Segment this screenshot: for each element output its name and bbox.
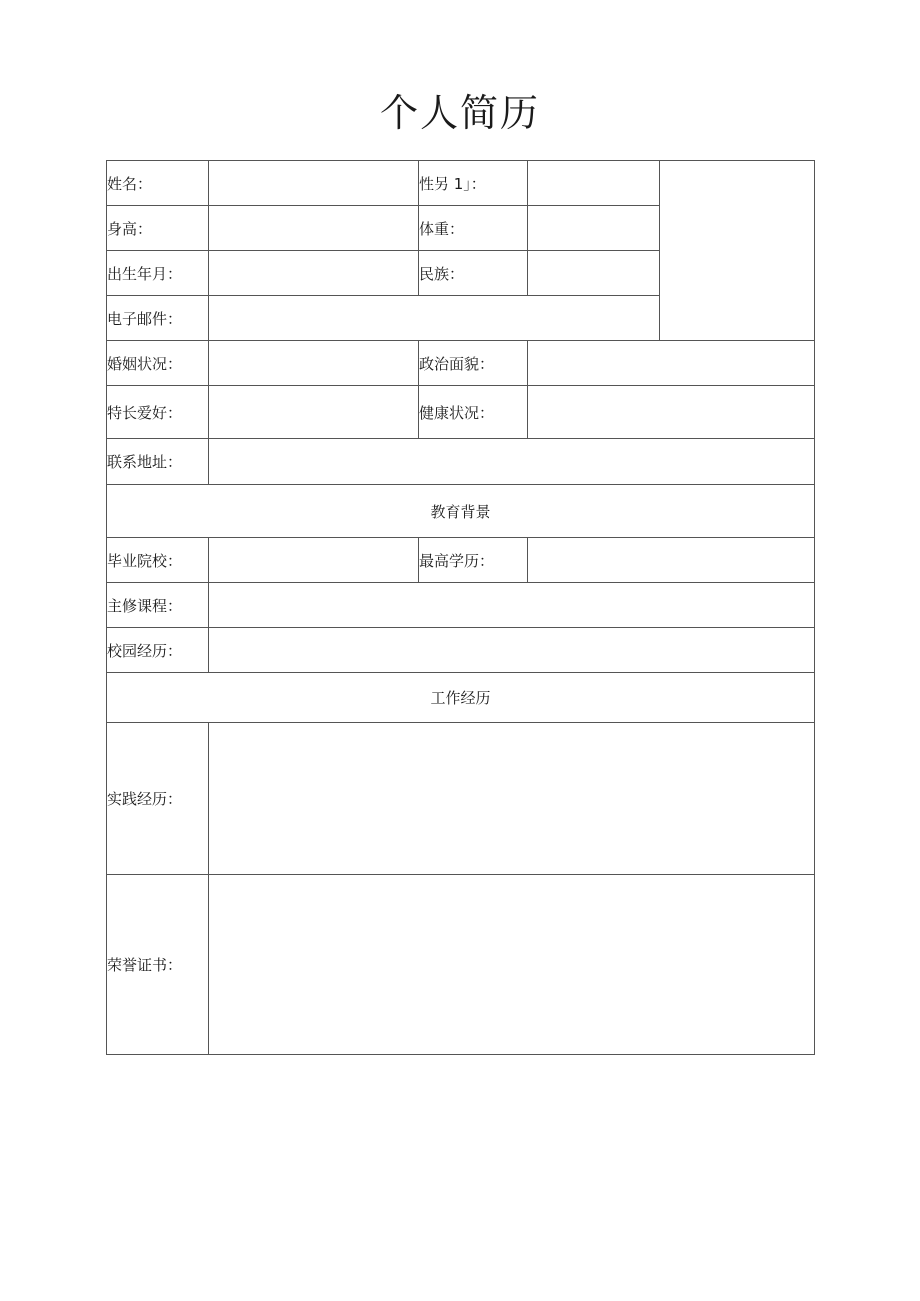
row-honors [107, 875, 815, 1055]
courses-label: 主修课程： [107, 583, 209, 628]
marital-label: 婚姻状况： [107, 341, 209, 386]
resume-table [106, 160, 815, 1055]
height-label: 身高： [107, 206, 209, 251]
hobbies-label: 特长爱好： [107, 386, 209, 439]
practice-field[interactable] [209, 723, 815, 875]
page-title: 个人简历 [379, 91, 540, 135]
courses-field[interactable] [209, 583, 815, 628]
health-field[interactable] [528, 386, 815, 439]
ethnicity-label: 民族： [419, 251, 528, 296]
weight-label: 体重： [419, 206, 528, 251]
height-field[interactable] [209, 206, 419, 251]
email-label: 电子邮件： [107, 296, 209, 341]
birth-field[interactable] [209, 251, 419, 296]
address-field[interactable] [209, 439, 815, 485]
honors-field[interactable] [209, 875, 815, 1055]
campus-label: 校园经历： [107, 628, 209, 673]
gender-field[interactable] [528, 161, 660, 206]
email-field[interactable] [209, 296, 660, 341]
birth-label: 出生年月： [107, 251, 209, 296]
name-label: 姓名： [107, 161, 209, 206]
row-campus [107, 628, 815, 673]
hobbies-field[interactable] [209, 386, 419, 439]
honors-label: 荣誉证书： [107, 875, 209, 1055]
row-work-header [107, 673, 815, 723]
work-section-title: 工作经历 [107, 673, 815, 723]
row-address [107, 439, 815, 485]
weight-field[interactable] [528, 206, 660, 251]
political-label: 政治面貌： [419, 341, 528, 386]
school-label: 毕业院校： [107, 538, 209, 583]
row-education-header [107, 485, 815, 538]
degree-field[interactable] [528, 538, 815, 583]
ethnicity-field[interactable] [528, 251, 660, 296]
practice-label: 实践经历： [107, 723, 209, 875]
name-field[interactable] [209, 161, 419, 206]
row-marital [107, 341, 815, 386]
marital-field[interactable] [209, 341, 419, 386]
school-field[interactable] [209, 538, 419, 583]
gender-label: 性另 1」： [419, 161, 528, 206]
row-courses [107, 583, 815, 628]
health-label: 健康状况： [419, 386, 528, 439]
address-label: 联系地址： [107, 439, 209, 485]
photo-cell[interactable] [660, 161, 815, 341]
row-practice [107, 723, 815, 875]
campus-field[interactable] [209, 628, 815, 673]
degree-label: 最高学历： [419, 538, 528, 583]
education-section-title: 教育背景 [107, 485, 815, 538]
row-school [107, 538, 815, 583]
row-hobbies [107, 386, 815, 439]
political-field[interactable] [528, 341, 815, 386]
row-name [107, 161, 815, 206]
